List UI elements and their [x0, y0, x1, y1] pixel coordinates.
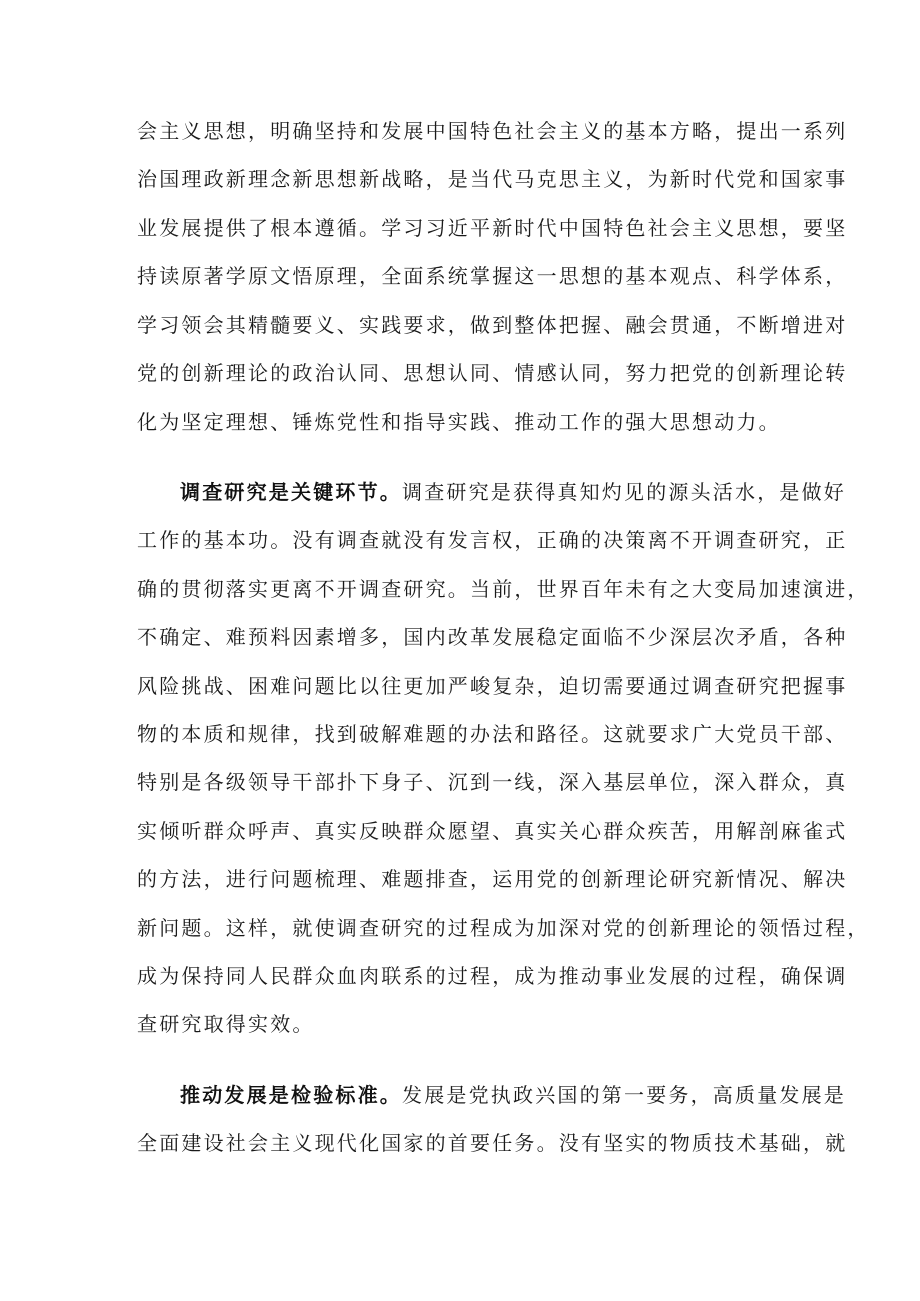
paragraph-2-line: 风险挑战、困难问题比以往更加严峻复杂，迫切需要通过调查研究把握事 — [137, 674, 848, 698]
paragraph-2-first-line-text: 调查研究是获得真知灼见的源头活水，是做好 — [402, 480, 846, 504]
paragraph-2-line: 成为保持同人民群众血肉联系的过程，成为推动事业发展的过程，确保调 — [137, 964, 848, 988]
paragraph-2-line: 新问题。这样，就使调查研究的过程成为加深对党的创新理论的领悟过程， — [137, 916, 870, 940]
paragraph-1-line: 治国理政新理念新思想新战略，是当代马克思主义，为新时代党和国家事 — [137, 167, 848, 191]
paragraph-1-line: 业发展提供了根本遵循。学习习近平新时代中国特色社会主义思想，要坚 — [137, 216, 848, 240]
paragraph-2-line: 的方法，进行问题梳理、难题排查，运用党的创新理论研究新情况、解决 — [137, 867, 848, 891]
paragraph-2-line: 物的本质和规律，找到破解难题的办法和路径。这就要求广大党员干部、 — [137, 722, 848, 746]
paragraph-2-heading: 调查研究是关键环节。 — [180, 480, 402, 504]
paragraph-2-line: 不确定、难预料因素增多，国内改革发展稳定面临不少深层次矛盾，各种 — [137, 625, 848, 649]
paragraph-2-line: 工作的基本功。没有调查就没有发言权，正确的决策离不开调查研究，正 — [137, 528, 848, 552]
paragraph-2-line: 查研究取得实效。 — [137, 1012, 315, 1036]
paragraph-1-line: 持读原著学原文悟原理，全面系统掌握这一思想的基本观点、科学体系， — [137, 264, 848, 288]
paragraph-3-first-line — [180, 1083, 846, 1107]
paragraph-2-line: 实倾听群众呼声、真实反映群众愿望、真实关心群众疾苦，用解剖麻雀式 — [137, 819, 848, 843]
paragraph-1-line: 化为坚定理想、锤炼党性和指导实践、推动工作的强大思想动力。 — [137, 410, 781, 434]
paragraph-1-line: 党的创新理论的政治认同、思想认同、情感认同，努力把党的创新理论转 — [137, 361, 848, 385]
paragraph-3-first-line-text: 发展是党执政兴国的第一要务，高质量发展是 — [402, 1083, 846, 1107]
paragraph-3-line: 全面建设社会主义现代化国家的首要任务。没有坚实的物质技术基础，就 — [137, 1131, 848, 1155]
paragraph-2-first-line — [180, 480, 846, 504]
paragraph-1-line: 学习领会其精髓要义、实践要求，做到整体把握、融会贯通，不断增进对 — [137, 313, 848, 337]
paragraph-1-line: 会主义思想，明确坚持和发展中国特色社会主义的基本方略，提出一系列 — [137, 119, 848, 143]
paragraph-2-line: 特别是各级领导干部扑下身子、沉到一线，深入基层单位，深入群众，真 — [137, 770, 848, 794]
paragraph-2-line: 确的贯彻落实更离不开调查研究。当前，世界百年未有之大变局加速演进， — [137, 577, 870, 601]
paragraph-3-heading: 推动发展是检验标准。 — [180, 1083, 402, 1107]
